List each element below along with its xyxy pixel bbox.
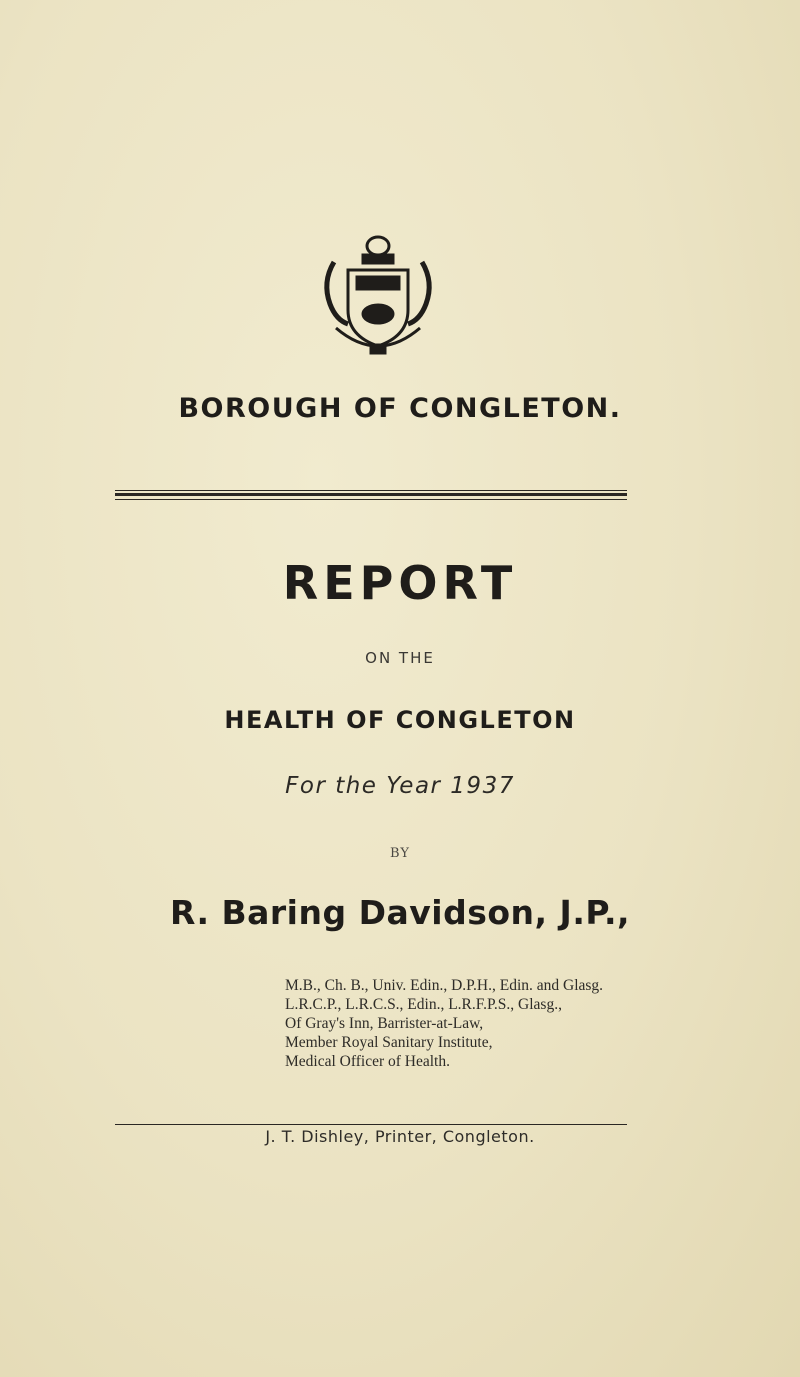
borough-crest-icon (312, 232, 444, 364)
divider-rule (115, 490, 627, 491)
qualification-line: Medical Officer of Health. (285, 1053, 450, 1070)
report-year: For the Year 1937 (285, 773, 515, 799)
author-qualifications (285, 976, 785, 1071)
report-heading: REPORT (282, 556, 518, 610)
divider-rule (115, 499, 627, 500)
qualification-line: L.R.C.P., L.R.C.S., Edin., L.R.F.P.S., Glasg., (285, 996, 562, 1013)
qualification-line: Of Gray's Inn, Barrister-at-Law, (285, 1015, 484, 1032)
qualification-line: M.B., Ch. B., Univ. Edin., D.P.H., Edin. and Glasg. (285, 977, 604, 994)
divider-rule (115, 493, 627, 496)
qualification-line: Member Royal Sanitary Institute, (285, 1034, 493, 1051)
on-the-text: ON THE (365, 649, 435, 667)
by-text: BY (390, 846, 410, 861)
printer-credit: J. T. Dishley, Printer, Congleton. (265, 1127, 535, 1146)
author-name: R. Baring Davidson, J.P., (169, 893, 631, 932)
borough-title: BOROUGH OF CONGLETON. (178, 393, 622, 424)
report-subject: HEALTH OF CONGLETON (224, 706, 576, 734)
footer-rule (115, 1124, 627, 1125)
